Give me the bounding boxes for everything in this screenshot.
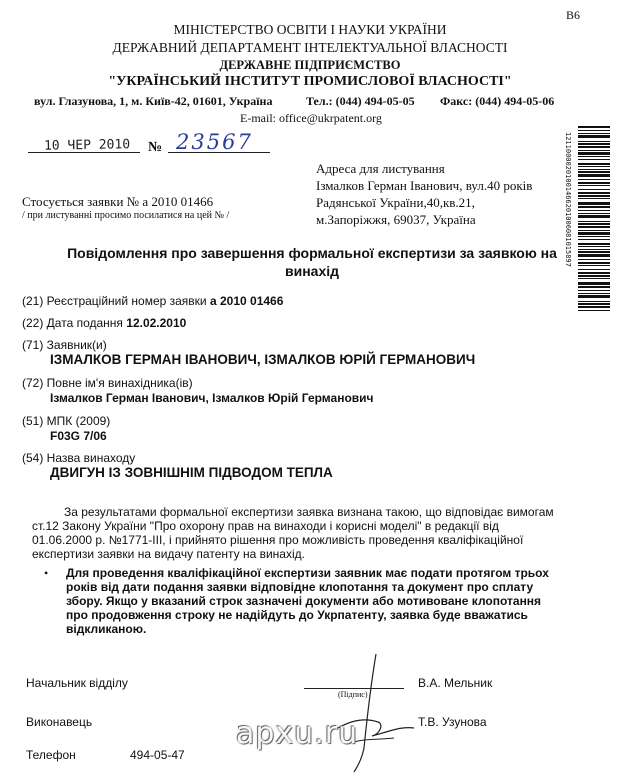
barcode-graphic: [568, 126, 610, 314]
bullet-line-5: відкликаною.: [66, 622, 147, 636]
barcode-bar: [578, 182, 610, 184]
phone-value: 494-05-47: [130, 748, 185, 762]
phone-label: Телефон: [26, 748, 76, 762]
phone-line: Тел.: (044) 494-05-05: [306, 94, 415, 108]
head-label: Начальник відділу: [26, 676, 128, 690]
signature-caption: (Підпис): [338, 690, 368, 699]
form-code: B6: [566, 8, 581, 22]
field-71-value: ІЗМАЛКОВ ГЕРМАН ІВАНОВИЧ, ІЗМАЛКОВ ЮРІЙ ГЕРМАНОВИЧ: [50, 352, 476, 367]
body-line-2: ст.12 Закону України "Про охорону прав на винаходи і корисні моделі" в редакції від: [32, 519, 499, 533]
bullet-line-3: збору. Якщо у вказаний строк зазначені документи або мотивоване клопотання: [66, 594, 542, 608]
barcode-bar: [578, 150, 610, 151]
bullet-dot: •: [44, 566, 49, 580]
barcode-bar: [578, 130, 610, 131]
notice-title-line-2: винахід: [284, 263, 340, 279]
barcode-bar: [578, 306, 610, 308]
field-54-value: ДВИГУН ІЗ ЗОВНІШНІМ ПІДВОДОМ ТЕПЛА: [50, 465, 333, 480]
field-51-label: (51) МПК (2009): [22, 414, 111, 428]
watermark: apxu.ru: [236, 716, 359, 751]
barcode-bar: [578, 210, 610, 211]
signature: [318, 648, 438, 774]
fax-line: Факс: (044) 494-05-06: [440, 94, 555, 108]
barcode-bar: [578, 141, 610, 142]
field-21-label: (21) Реєстраційний номер заявки: [22, 294, 207, 308]
barcode-bar: [578, 226, 610, 228]
barcode-bar: [578, 143, 610, 145]
barcode-bar: [578, 282, 610, 285]
mailing-label: Адреса для листування: [316, 161, 445, 176]
body-line-3: 01.06.2000 р. №1771-ІІІ, і прийнято рішення про можливість проведення кваліфікаційної: [32, 533, 524, 547]
barcode-text-wrap: [563, 132, 573, 314]
barcode-bar: [578, 301, 610, 302]
barcode-bar: [578, 232, 610, 235]
barcode-bar: [578, 195, 610, 197]
field-51-value: F03G 7/06: [50, 429, 107, 443]
registration-number-sign: №: [148, 140, 163, 155]
barcode-bar: [578, 171, 610, 173]
barcode-bar: [578, 206, 610, 208]
reference-note: / при листуванні просимо посилатися на цей № /: [22, 210, 230, 221]
email-line: E-mail: office@ukrpatent.org: [240, 111, 382, 125]
enterprise-line: ДЕРЖАВНЕ ПІДПРИЄМСТВО: [219, 58, 401, 72]
department-line: ДЕРЖАВНИЙ ДЕПАРТАМЕНТ ІНТЕЛЕКТУАЛЬНОЇ ВЛАСНОСТІ: [112, 40, 508, 55]
bullet-line-4: про продовження строку не надійдуть до Укрпатенту, заявка буде вважатись: [66, 608, 528, 622]
barcode-bar: [578, 166, 610, 167]
field-72-label: (72) Повне ім'я винахідника(ів): [22, 376, 193, 390]
mailing-line-1: Ізмалков Герман Іванович, вул.40 років: [316, 178, 533, 193]
registration-date-stamp: 10 ЧЕР 2010: [43, 137, 131, 154]
field-21: [22, 294, 283, 308]
ministry-line: МІНІСТЕРСТВО ОСВІТИ І НАУКИ УКРАЇНИ: [173, 22, 447, 37]
notice-title-line-1: Повідомлення про завершення формальної експертизи за заявкою на: [67, 245, 557, 261]
barcode-bar: [578, 126, 610, 128]
field-22-label: (22) Дата подання: [22, 316, 123, 330]
barcode-bar: [578, 192, 610, 194]
bullet-line-2: років від дати подання заявки відповідне клопотання та документ про сплату: [66, 580, 534, 594]
body-line-4: експертизи заявки на видачу патенту на винахід.: [32, 547, 305, 561]
head-name: В.А. Мельник: [418, 676, 493, 690]
bullet-line-1: Для проведення кваліфікаційної експертизи заявник має подати протягом трьох: [66, 566, 549, 580]
barcode: [568, 126, 610, 314]
executor-name: Т.В. Узунова: [418, 715, 487, 729]
barcode-bar: [578, 169, 610, 170]
barcode-bar: [578, 179, 610, 180]
barcode-bar: [578, 159, 610, 160]
barcode-bar: [578, 185, 610, 186]
barcode-bar: [578, 213, 610, 214]
field-72-value: Ізмалков Герман Іванович, Ізмалков Юрій Германович: [50, 391, 374, 405]
barcode-bar: [578, 152, 610, 155]
registration-number-handwritten: 23567: [176, 130, 253, 154]
field-54-label: (54) Назва винаходу: [22, 451, 136, 465]
body-line-1: За результатами формальної експертизи заявка визнана такою, що відповідає вимогам: [64, 505, 554, 519]
mailing-line-2: Радянської України,40,кв.21,: [316, 195, 475, 210]
executor-label: Виконавець: [26, 715, 93, 729]
barcode-bar: [578, 310, 610, 311]
field-22-value: 12.02.2010: [126, 316, 187, 330]
barcode-bar: [578, 303, 610, 305]
institute-line: "УКРАЇНСЬКИЙ ІНСТИТУТ ПРОМИСЛОВОЇ ВЛАСНОСТІ": [108, 74, 512, 89]
barcode-text: 12110000201001466201006081015897: [564, 132, 572, 267]
reference-line: Стосується заявки № а 2010 01466: [22, 194, 214, 209]
mailing-line-3: м.Запоріжжя, 69037, Україна: [316, 212, 476, 227]
barcode-bar: [578, 163, 610, 165]
barcode-bar: [578, 146, 610, 148]
barcode-bar: [578, 223, 610, 225]
barcode-bar: [578, 236, 610, 237]
address-line: вул. Глазунова, 1, м. Київ-42, 01601, Україна: [34, 94, 273, 108]
field-21-value: а 2010 01466: [209, 294, 284, 308]
barcode-bar: [578, 295, 610, 298]
barcode-bar: [578, 156, 610, 157]
barcode-bar: [578, 290, 610, 291]
barcode-bar: [578, 174, 610, 177]
barcode-bar: [578, 293, 610, 294]
barcode-bar: [578, 133, 610, 134]
barcode-bar: [578, 198, 610, 199]
signature-graphic: [318, 648, 438, 774]
barcode-bar: [578, 202, 610, 205]
barcode-bar: [578, 286, 610, 288]
barcode-bar: [578, 230, 610, 231]
field-71-label: (71) Заявник(и): [22, 338, 107, 352]
barcode-bar: [578, 135, 610, 138]
barcode-bar: [578, 189, 610, 190]
barcode-bar: [578, 221, 610, 222]
field-22: [22, 316, 186, 330]
mailing-address: [316, 160, 532, 228]
barcode-bar: [578, 239, 610, 240]
barcode-bar: [578, 215, 610, 218]
